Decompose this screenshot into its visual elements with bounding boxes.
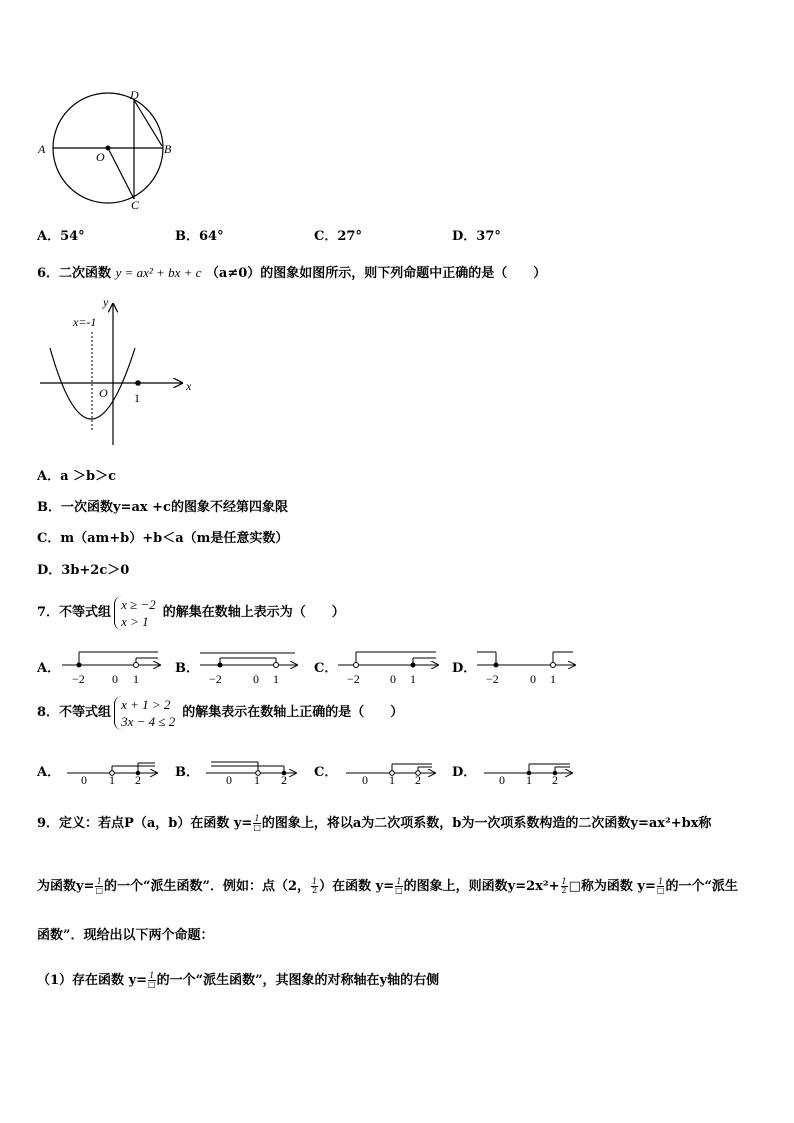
svg-text:1: 1 [133, 672, 139, 686]
label-a: A [38, 142, 46, 156]
q6-option-c[interactable]: C．m（am+b）+b＜a（m是任意实数） [37, 531, 289, 546]
svg-text:1: 1 [254, 773, 260, 787]
q8-option-c-key[interactable]: C． [314, 765, 338, 780]
svg-text:2: 2 [415, 773, 421, 787]
q6-option-d[interactable]: D．3b+2c＞0 [37, 563, 130, 578]
q7-line-c [338, 652, 438, 686]
q6-stem-a: 二次函数 [59, 266, 112, 281]
label-one: 1 [134, 391, 140, 405]
svg-text:2: 2 [281, 773, 287, 787]
q7-option-a-key[interactable]: A． [37, 661, 61, 676]
q6-cond: （a≠0） [205, 266, 261, 281]
svg-text:0: 0 [226, 773, 232, 787]
q6-stem [37, 265, 546, 282]
label-axis: x=-1 [73, 315, 97, 329]
center-point [106, 146, 111, 151]
q9-item-1: （1）存在函数 y= 1 □ 的一个“派生函数”，其图象的对称轴在y轴的右侧 [37, 971, 440, 989]
point-one [135, 380, 141, 386]
svg-text:−2: −2 [72, 672, 85, 686]
label-o: O [99, 386, 108, 400]
q9-line-1: 9．定义：若点P（a，b）在函数 y= 1 □ 的图象上，将以a为二次项系数，b为一次项系数构造的二次函数y=ax²+bx称 [37, 814, 712, 832]
q6-number: 6． [37, 266, 60, 281]
q5-option-c[interactable]: C．27° [314, 229, 362, 244]
svg-text:1: 1 [550, 672, 556, 686]
svg-text:1: 1 [410, 672, 416, 686]
svg-text:0: 0 [112, 672, 118, 686]
q7-line-d [477, 652, 575, 686]
q8-stem: 8． 不等式组 x + 1 > 2 3x − 4 ≤ 2 的解集表示在数轴上正确的是（ ） [37, 697, 404, 729]
q8-option-b-key[interactable]: B． [175, 765, 199, 780]
q8-line-b [206, 762, 296, 787]
q8-line-a [67, 763, 157, 787]
svg-text:0: 0 [499, 773, 505, 787]
q8-number-lines [0, 755, 794, 790]
q7-line-a [62, 652, 160, 686]
q7-number-lines [0, 645, 794, 690]
svg-text:2: 2 [552, 773, 558, 787]
label-x: x [186, 379, 192, 393]
svg-text:1: 1 [389, 773, 395, 787]
q5-option-d[interactable]: D．37° [452, 229, 501, 244]
svg-text:1: 1 [109, 773, 115, 787]
svg-text:0: 0 [530, 672, 536, 686]
q7-option-b-key[interactable]: B． [175, 661, 199, 676]
svg-text:0: 0 [390, 672, 396, 686]
q7-option-d-key[interactable]: D． [452, 661, 477, 676]
q6-parabola-graph [0, 290, 220, 455]
q6-option-b[interactable]: B．一次函数y=ax +c的图象不经第四象限 [37, 500, 288, 515]
svg-text:1: 1 [526, 773, 532, 787]
q7-stem: 7． 不等式组 x ≥ −2 x > 1 的解集在数轴上表示为（ ） [37, 597, 345, 629]
svg-text:0: 0 [362, 773, 368, 787]
q7-line-b [200, 653, 297, 686]
svg-text:0: 0 [81, 773, 87, 787]
q5-option-a[interactable]: A．54° [37, 229, 85, 244]
q8-option-a-key[interactable]: A． [37, 765, 61, 780]
q9-line-3: 函数”．现给出以下两个命题： [37, 928, 214, 943]
q8-option-d-key[interactable]: D． [452, 765, 477, 780]
segment-oc [108, 148, 134, 199]
q6-stem-b: 的图象如图所示，则下列命题中正确的是（ ） [260, 266, 547, 281]
q8-line-d [484, 764, 572, 787]
svg-text:0: 0 [253, 672, 259, 686]
svg-text:2: 2 [135, 773, 141, 787]
q7-system: x ≥ −2 x > 1 [114, 596, 160, 630]
svg-text:−2: −2 [347, 672, 360, 686]
q5-option-b[interactable]: B．64° [175, 229, 224, 244]
q8-line-c [346, 764, 435, 787]
label-c: C [131, 198, 140, 212]
svg-text:−2: −2 [209, 672, 222, 686]
q7-option-c-key[interactable]: C． [314, 661, 338, 676]
q5-circle-figure [0, 0, 794, 230]
label-d: D [130, 88, 139, 102]
label-o: O [96, 150, 105, 164]
q8-system: x + 1 > 2 3x − 4 ≤ 2 [114, 696, 179, 730]
label-b: B [164, 142, 172, 156]
q6-option-a[interactable]: A．a ＞b＞c [37, 469, 117, 484]
svg-text:1: 1 [273, 672, 279, 686]
q9-line-2: 为函数y= 1 □ 的一个“派生函数”．例如：点（2， $\frac{1}{2}$ ）在函数 y= 1 □ 的图象上，则函数y=2x²+ $\frac{1}{2}$ □称为函数 y= 1 □ 的一个“派生 [37, 877, 738, 895]
chord-db [134, 100, 162, 146]
q6-formula: y = ax² + bx + c [115, 265, 202, 280]
label-y: y [103, 295, 109, 309]
svg-text:−2: −2 [486, 672, 499, 686]
